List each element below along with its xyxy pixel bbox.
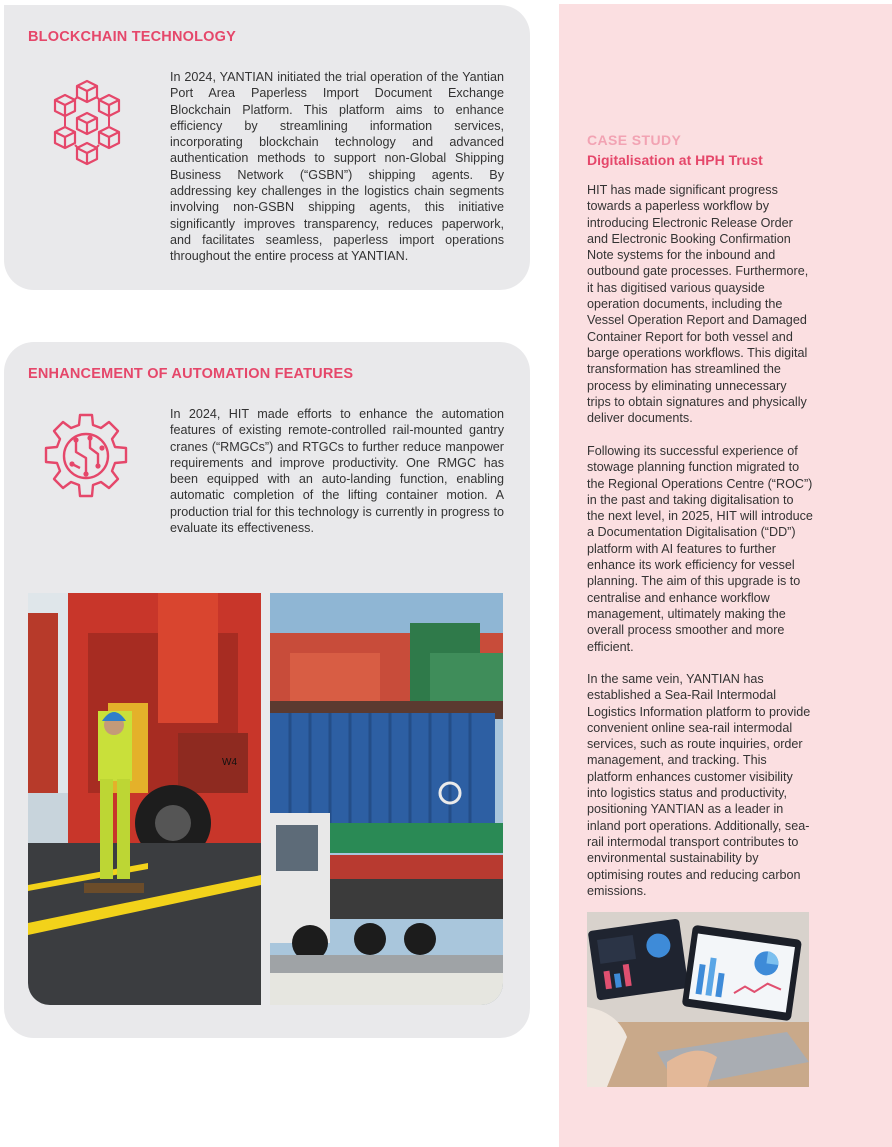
blockchain-section: [4, 5, 530, 290]
blockchain-cubes-icon: [40, 77, 134, 169]
case-study-sidebar: [559, 4, 892, 1147]
case-study-paragraph-3: In the same vein, YANTIAN has established a Sea-Rail Intermodal Logistics Information platform to provide convenient online sea-rail intermodal services, such as route inquiries, order management, and tracking. This platform enhances customer visibility into logistics status and productivity, positioning YANTIAN as a leader in inland port operations. Additionally, sea-rail intermodal transport contributes to environmental sustainability by optimising routes and reducing carbon emissions.: [587, 672, 811, 898]
blockchain-body: In 2024, YANTIAN initiated the trial operation of the Yantian Port Area Paperless Import Document Exchange Blockchain Platform. This platform aims to enhance efficiency by streamlining information services, incorporating blockchain technology and advanced authentication methods to support non-Global Shipping Business Network (“GSBN”) shipping agents. By addressing key challenges in the logistics chain segments involving non-GSBN shipping agents, this initiative significantly improves transparency, reduces paperwork, and facilitates seamless, paperless import operations throughout the entire process at YANTIAN.: [170, 70, 504, 264]
automation-title: ENHANCEMENT OF AUTOMATION FEATURES: [28, 366, 354, 382]
crane-worker-photo: [28, 593, 261, 1005]
blockchain-title: BLOCKCHAIN TECHNOLOGY: [28, 29, 236, 45]
gear-circuit-icon: [42, 412, 130, 500]
case-study-paragraph-2: Following its successful experience of stowage planning function migrated to the Regional Operations Centre (“ROC”) in the past and taking digitalisation to the next level, in 2025, HIT will introduce a Documentation Digitalisation (“DD”) platform with AI features to further enhance its work efficiency for vessel planning. The aim of this upgrade is to centralise and enhance workflow management, ultimately making the overall process smoother and more efficient.: [587, 444, 813, 654]
case-study-label: CASE STUDY: [587, 132, 682, 148]
svg-text:W4: W4: [222, 757, 237, 768]
case-study-title: Digitalisation at HPH Trust: [587, 152, 763, 168]
container-truck-photo: [270, 593, 503, 1005]
automation-section: [4, 342, 530, 1038]
automation-body: In 2024, HIT made efforts to enhance the automation features of existing remote-controlled rail-mounted gantry cranes (“RMGCs”) and RTGCs to further reduce manpower requirements and improve productivity. One RMGC has been equipped with an auto-landing function, enabling automatic completion of the lifting container motion. A production trial for this technology is currently in progress to evaluate its effectiveness.: [170, 407, 504, 536]
case-study-paragraph-1: HIT has made significant progress towards a paperless workflow by introducing Electronic Release Order and Electronic Booking Confirmation Note systems for the inbound and outbound gate processes. Furthermore, it has digitised various quayside operation documents, including the Vessel Operation Report and Damaged Container Report for both vessel and barge operations workflows. This digital transformation has streamlined the process by eliminating unnecessary trips to obtain signatures and physically deliver documents.: [587, 183, 809, 426]
laptop-dashboard-photo: [587, 912, 809, 1087]
